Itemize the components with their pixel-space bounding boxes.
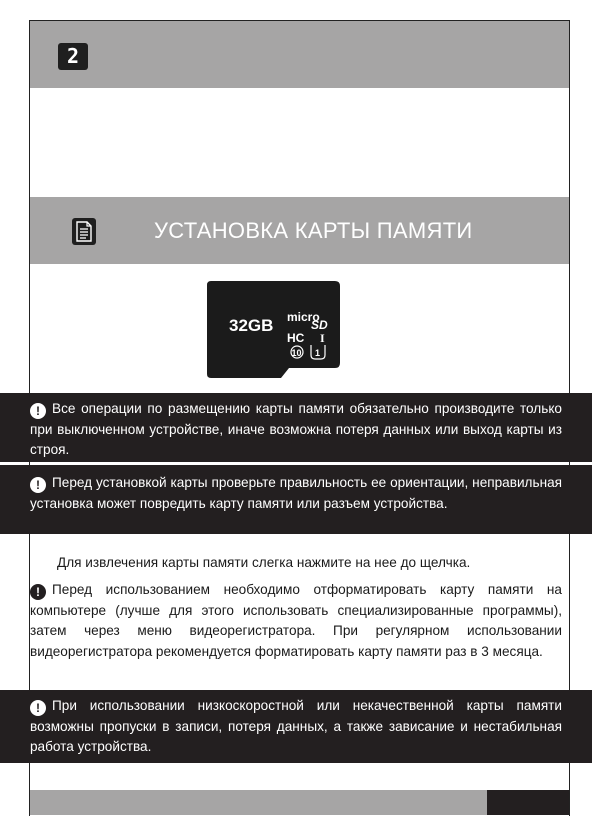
footer-bar <box>30 790 487 815</box>
format-note-text: Перед использованием необходимо отформатировать карту памяти на компьютере (лучше для этого использовать специализированные программы), затем через меню видеорегистратора. При регулярном использовании видеорегистратора рекомендуется форматировать карту памяти раз в 3 месяца. <box>30 582 562 659</box>
card-capacity-label: 32GB <box>229 316 274 335</box>
warning-icon: ! <box>30 403 46 419</box>
document-icon <box>72 218 96 245</box>
format-note <box>30 580 562 662</box>
warning-icon: ! <box>30 584 46 600</box>
warning-note-2-text: Перед установкой карты проверьте правильность ее ориентации, неправильная установка может повредить карту памяти или разъем устройства. <box>30 475 562 511</box>
footer-page-tab <box>487 790 569 815</box>
warning-note-4 <box>0 690 592 763</box>
card-type-label: HC <box>287 331 305 345</box>
page-number-badge: 2 <box>58 43 88 70</box>
card-roman-label: I <box>320 331 325 345</box>
card-uhs-label: 1 <box>315 348 321 358</box>
warning-note-1 <box>0 393 592 462</box>
header-band <box>30 21 569 88</box>
warning-note-4-text: При использовании низкоскоростной или некачественной карты памяти возможны пропуски в записи, потеря данных, а также зависание и нестабильная работа устройства. <box>30 698 562 754</box>
warning-note-2 <box>0 465 592 534</box>
section-title: УСТАНОВКА КАРТЫ ПАМЯТИ <box>154 218 473 243</box>
warning-note-1-text: Все операции по размещению карты памяти обязательно производите только при выключенном устройстве, иначе возможна потеря данных или выход карты из строя. <box>30 401 562 457</box>
card-sd-label: SD <box>311 318 328 332</box>
microsd-card-image <box>207 281 341 384</box>
warning-icon: ! <box>30 477 46 493</box>
card-class-label: 10 <box>291 348 302 358</box>
extract-instruction: Для извлечения карты памяти слегка нажмите на нее до щелчка. <box>57 555 471 570</box>
warning-icon: ! <box>30 700 46 716</box>
card-micro-label: micro <box>287 310 320 324</box>
